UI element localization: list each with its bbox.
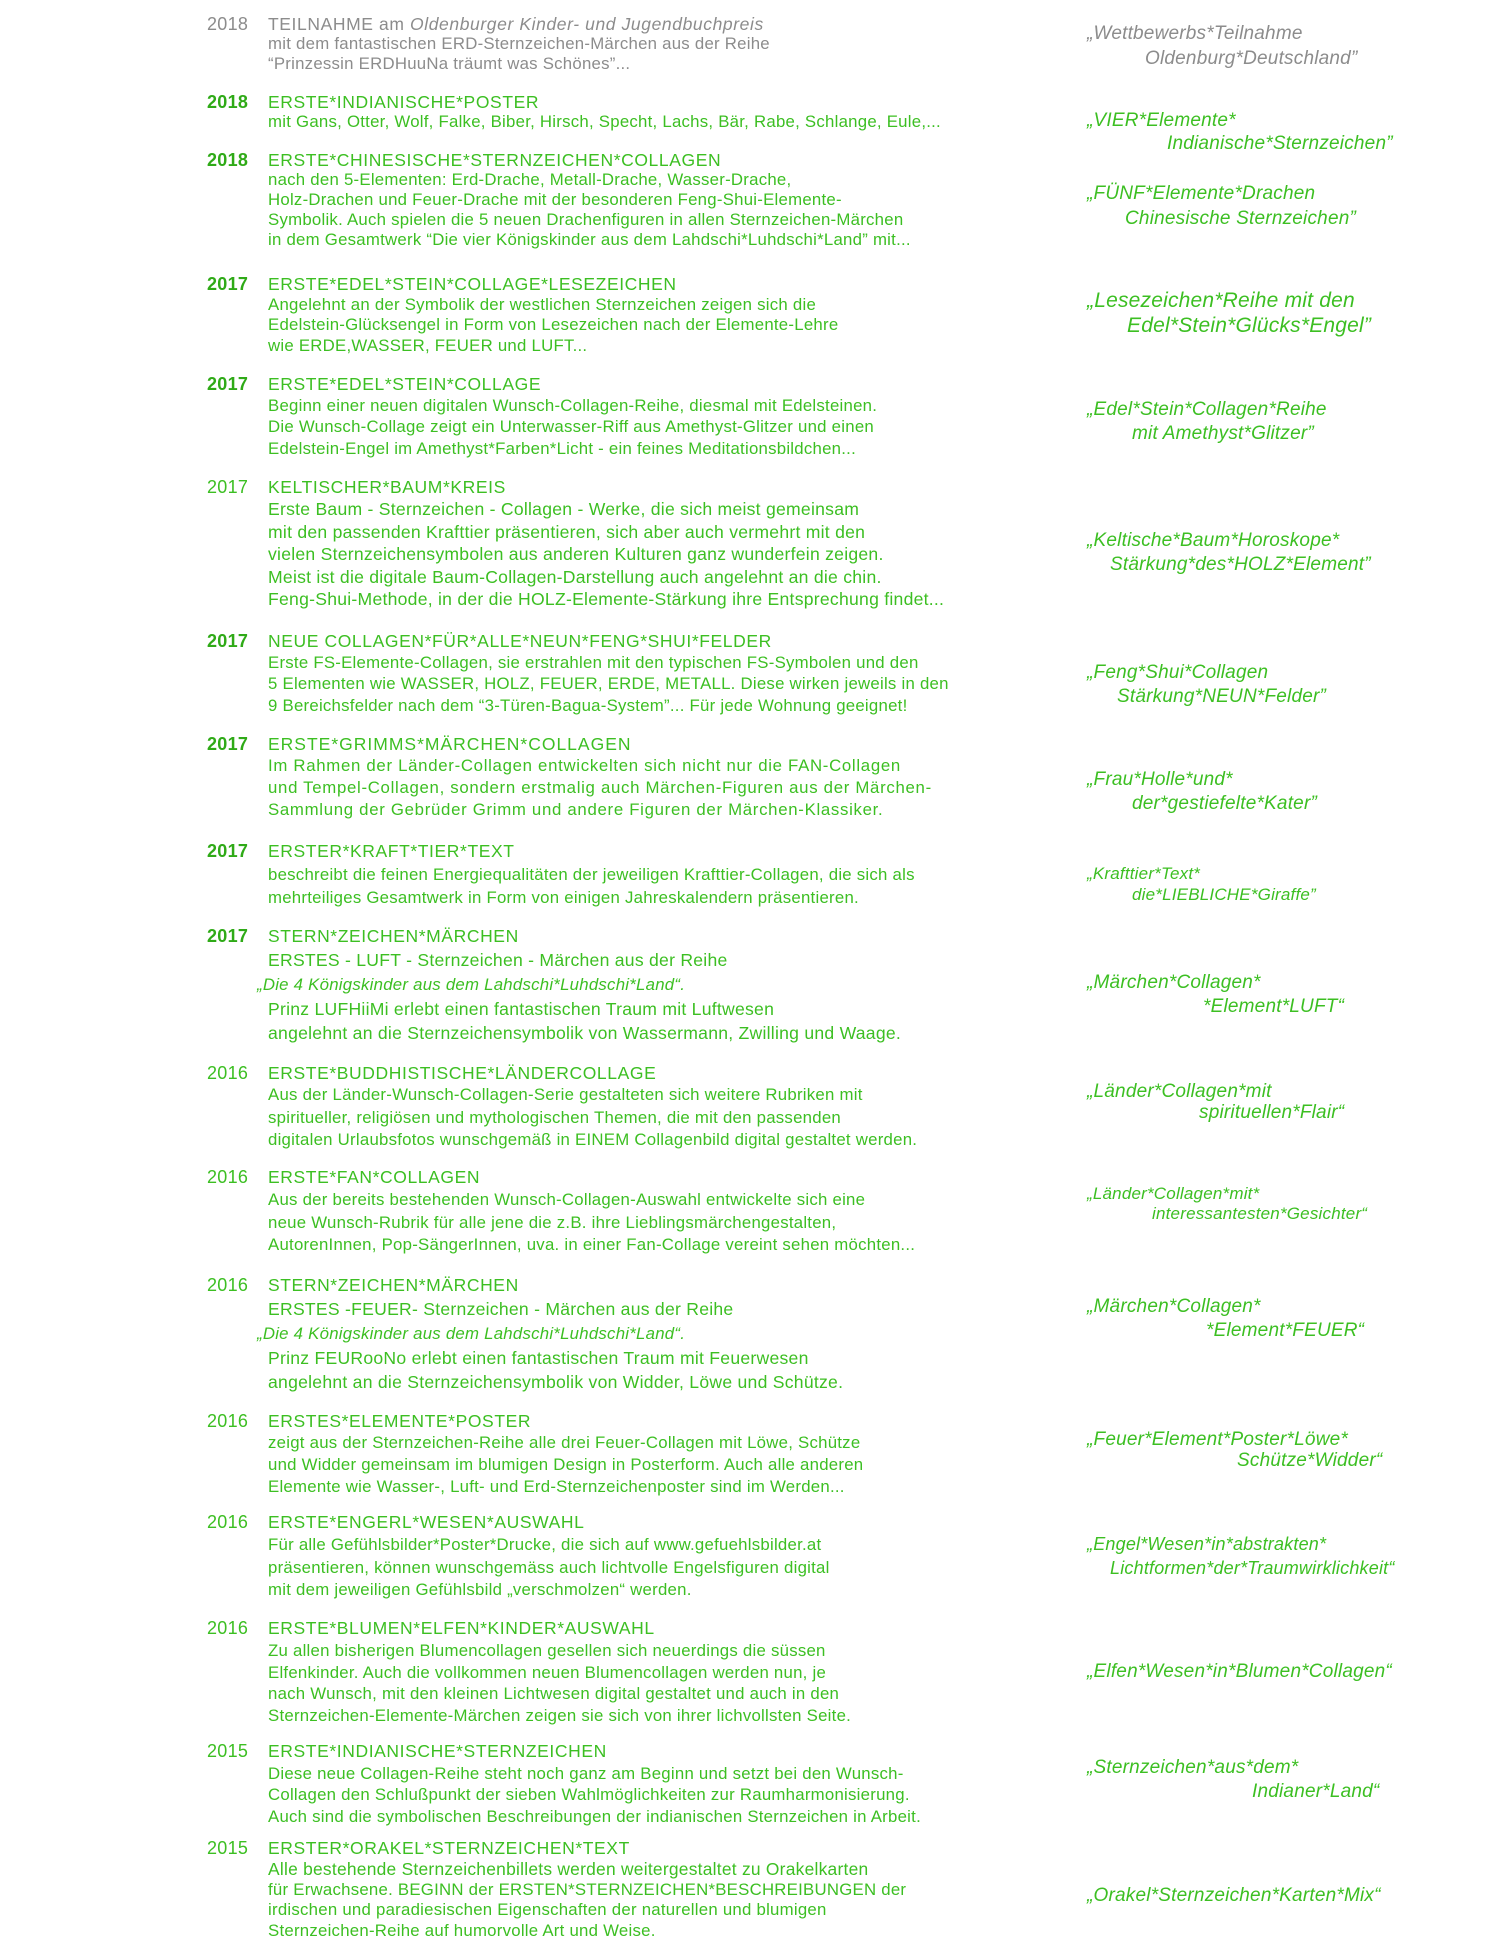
entry-year: 2016: [207, 1063, 249, 1083]
entry-year: 2016: [207, 1275, 249, 1295]
entry-quote: [1087, 1081, 1344, 1123]
entry-text-line: präsentieren, können wunschgemäss auch lichtvolle Engelsfiguren digital: [268, 1557, 830, 1577]
entry-quote-line: Lichtformen*der*Traumwirklichkeit“: [1110, 1558, 1395, 1578]
entry-text-line: nach den 5-Elementen: Erd-Drache, Metall-Drache, Wasser-Drache,: [268, 170, 792, 189]
entry-quote-line: „Keltische*Baum*Horoskope*: [1087, 530, 1340, 551]
entry-quote-line: „Feuer*Element*Poster*Löwe*: [1087, 1429, 1348, 1450]
entry-text-line: Meist ist die digitale Baum-Collagen-Darstellung auch angelehnt an die chin.: [268, 566, 882, 587]
entry-title: ERSTE*BLUMEN*ELFEN*KINDER*AUSWAHL: [268, 1618, 655, 1638]
entry-text-line: Aus der bereits bestehenden Wunsch-Collagen-Auswahl entwickelte sich eine: [268, 1189, 866, 1209]
entry-quote-line: der*gestiefelte*Kater”: [1132, 793, 1318, 814]
entry-year: 2015: [207, 1741, 249, 1761]
entry-title: ERSTE*GRIMMS*MÄRCHEN*COLLAGEN: [268, 734, 632, 754]
entry-quote-line: interessantesten*Gesichter“: [1152, 1204, 1368, 1223]
entry-title: KELTISCHER*BAUM*KREIS: [268, 477, 506, 497]
entry-text-line: Beginn einer neuen digitalen Wunsch-Collagen-Reihe, diesmal mit Edelsteinen.: [268, 396, 878, 416]
entry-year: 2017: [207, 841, 249, 861]
entry-title: ERSTE*INDIANISCHE*STERNZEICHEN: [268, 1741, 607, 1761]
entry-year: 2017: [207, 274, 249, 294]
entry-quote-line: „Elfen*Wesen*in*Blumen*Collagen“: [1087, 1661, 1392, 1682]
entry-quote-line: „Sternzeichen*aus*dem*: [1087, 1757, 1299, 1778]
entry-title-award: Oldenburger Kinder- und Jugendbuchpreis: [410, 14, 764, 34]
entry-title: ERSTE*CHINESISCHE*STERNZEICHEN*COLLAGEN: [268, 150, 722, 170]
entry-quote: [1087, 1532, 1395, 1580]
entry-title: ERSTE*EDEL*STEIN*COLLAGE*LESEZEICHEN: [268, 274, 677, 294]
entry-title: [268, 14, 1080, 34]
entry-text-line: Feng-Shui-Methode, in der die HOLZ-Elemente-Stärkung ihre Entsprechung findet...: [268, 589, 945, 610]
entry-text-line: Angelehnt an der Symbolik der westlichen Sternzeichen zeigen sich die: [268, 294, 817, 314]
entry-text-line: Zu allen bisherigen Blumencollagen gesellen sich neuerdings die süssen: [268, 1640, 826, 1660]
entry-year: 2016: [207, 1618, 249, 1638]
entry-text-line: Sammlung der Gebrüder Grimm und andere Figuren der Märchen-Klassiker.: [268, 800, 884, 819]
entry-text-line: Edelstein-Engel im Amethyst*Farben*Licht - ein feines Meditationsbildchen...: [268, 438, 856, 458]
entry-title: STERN*ZEICHEN*MÄRCHEN: [268, 926, 519, 946]
entry-text-line: spiritueller, religiösen und mythologischen Themen, die mit den passenden: [268, 1107, 841, 1127]
entry-year: 2017: [207, 926, 249, 946]
entry-year: 2016: [207, 1167, 249, 1187]
entry-quote-line: „Länder*Collagen*mit*: [1087, 1184, 1260, 1203]
entry-text-line: mit Gans, Otter, Wolf, Falke, Biber, Hirsch, Specht, Lachs, Bär, Rabe, Schlange, Eule,...: [268, 112, 941, 131]
entry-text-line: Elfenkinder. Auch die vollkommen neuen Blumencollagen werden nun, je: [268, 1662, 827, 1682]
entry-quote-line: „Edel*Stein*Collagen*Reihe: [1087, 399, 1327, 420]
entry-quote: [1087, 109, 1393, 155]
entry-text-line: beschreibt die feinen Energiequalitäten der jeweiligen Krafttier-Collagen, die sich als: [268, 865, 915, 884]
entry-year: 2016: [207, 1512, 249, 1532]
entry-quote-line: „Märchen*Collagen*: [1087, 1296, 1261, 1317]
timeline-entry: [0, 1062, 1080, 1152]
entry-quote: [1087, 971, 1344, 1019]
entry-text-line: Erste Baum - Sternzeichen - Collagen - Werke, die sich meist gemeinsam: [268, 499, 860, 520]
entry-text-line: Sternzeichen-Elemente-Märchen zeigen sie sich von ihrer lichvollsten Seite.: [268, 1706, 852, 1726]
entry-quote: [1087, 863, 1316, 905]
entry-text-line: AutorenInnen, Pop-SängerInnen, uva. in einer Fan-Collage vereint sehen möchten...: [268, 1235, 916, 1255]
entry-text-line: Prinz LUFHiiMi erlebt einen fantastischen Traum mit Luftwesen: [268, 998, 775, 1019]
entry-text-line: Edelstein-Glücksengel in Form von Lesezeichen nach der Elemente-Lehre: [268, 315, 839, 334]
entry-quote-line: Indianische*Sternzeichen”: [1167, 133, 1393, 154]
entry-year: 2015: [207, 1838, 249, 1858]
entry-quote-line: Chinesische Sternzeichen”: [1125, 208, 1357, 229]
entry-text-line: „Die 4 Königskinder aus dem Lahdschi*Luhdschi*Land“.: [257, 974, 686, 994]
entry-text-line: Symbolik. Auch spielen die 5 neuen Drachenfiguren in allen Sternzeichen-Märchen: [268, 210, 904, 229]
entry-text-line: Auch sind die symbolischen Beschreibungen der indianischen Sternzeichen in Arbeit.: [268, 1806, 921, 1826]
entry-text-line: 5 Elementen wie WASSER, HOLZ, FEUER, ERDE, METALL. Diese wirken jeweils in den: [268, 674, 949, 694]
entry-quote-line: „Märchen*Collagen*: [1087, 972, 1261, 993]
entry-quote-line: Stärkung*des*HOLZ*Element”: [1110, 554, 1371, 575]
entry-text-line: Alle bestehende Sternzeichenbillets werden weitergestaltet zu Orakelkarten: [268, 1858, 869, 1879]
timeline-entry: [0, 274, 1080, 356]
entry-quote-line: *Element*FEUER“: [1206, 1320, 1365, 1341]
entry-text-line: wie ERDE,WASSER, FEUER und LUFT...: [268, 335, 588, 355]
entry-title: ERSTER*KRAFT*TIER*TEXT: [268, 841, 515, 861]
timeline-entry: [0, 476, 1080, 610]
entry-text-line: “Prinzessin ERDHuuNa träumt was Schönes”...: [268, 54, 631, 73]
entry-quote-line: Schütze*Widder“: [1237, 1450, 1383, 1471]
entry-text-line: 9 Bereichsfelder nach dem “3-Türen-Bagua-System”... Für jede Wohnung geeignet!: [268, 695, 908, 715]
entry-text-line: für Erwachsene. BEGINN der ERSTEN*STERNZEICHEN*BESCHREIBUNGEN der: [268, 1879, 907, 1899]
entry-year: 2017: [207, 374, 249, 394]
entry-year: 2018: [207, 14, 249, 34]
entry-title: ERSTE*EDEL*STEIN*COLLAGE: [268, 374, 542, 394]
entry-title: STERN*ZEICHEN*MÄRCHEN: [268, 1275, 519, 1295]
entry-quote: [1087, 21, 1357, 71]
entry-text-line: Aus der Länder-Wunsch-Collagen-Serie gestalteten sich weitere Rubriken mit: [268, 1085, 863, 1105]
entry-text-line: und Widder gemeinsam im blumigen Design in Posterform. Auch alle anderen: [268, 1455, 864, 1474]
entry-text-line: angelehnt an die Sternzeichensymbolik von Widder, Löwe und Schütze.: [268, 1372, 844, 1393]
entry-text-line: Collagen den Schlußpunkt der sieben Wahlmöglichkeiten zur Raumharmonisierung.: [268, 1785, 910, 1805]
entry-quote-line: „Orakel*Sternzeichen*Karten*Mix“: [1087, 1885, 1381, 1906]
timeline-entry: [0, 14, 1080, 74]
entry-quote-line: „Engel*Wesen*in*abstrakten*: [1087, 1534, 1327, 1554]
entry-quote: [1087, 1184, 1367, 1224]
timeline-entry: [0, 1166, 1080, 1257]
timeline-entry: [0, 1618, 1080, 1727]
entry-quote: [1087, 529, 1371, 577]
entry-title: ERSTE*BUDDHISTISCHE*LÄNDERCOLLAGE: [268, 1063, 657, 1083]
timeline-entry: [0, 92, 1080, 132]
entry-quote: [1087, 1756, 1379, 1804]
entry-quote-line: „Krafttier*Text*: [1087, 864, 1201, 883]
entry-text-line: Holz-Drachen und Feuer-Drache mit der besonderen Feng-Shui-Elemente-: [268, 190, 842, 209]
entry-year: 2017: [207, 631, 249, 651]
entry-quote: [1087, 1884, 1381, 1908]
entry-text-line: in dem Gesamtwerk “Die vier Königskinder aus dem Lahdschi*Luhdschi*Land” mit...: [268, 230, 911, 249]
entry-quote: [1087, 288, 1371, 338]
entry-quote: [1087, 661, 1326, 709]
entry-text-line: nach Wunsch, mit den kleinen Lichtwesen digital gestaltet und auch in den: [268, 1684, 840, 1704]
entry-title-text: TEILNAHME am: [268, 14, 405, 34]
timeline-entry: [0, 733, 1080, 821]
entry-quote: [1087, 398, 1327, 446]
entry-text-line: mit den passenden Krafttier präsentieren, sich aber auch vermehrt mit den: [268, 521, 866, 542]
entry-quote-line: Edel*Stein*Glücks*Engel”: [1127, 314, 1372, 337]
entry-quote-line: die*LIEBLICHE*Giraffe”: [1132, 885, 1316, 904]
timeline-entry: [0, 1741, 1080, 1827]
timeline-entry: [0, 1511, 1080, 1602]
entry-text-line: ERSTES -FEUER- Sternzeichen - Märchen aus der Reihe: [268, 1299, 734, 1320]
entry-text-line: digitalen Urlaubsfotos wunschgemäß in EINEM Collagenbild digital gestaltet werden.: [268, 1130, 918, 1150]
entry-text-line: angelehnt an die Sternzeichensymbolik von Wassermann, Zwilling und Waage.: [268, 1023, 902, 1044]
entry-title: ERSTE*FAN*COLLAGEN: [268, 1167, 481, 1187]
entry-title: NEUE COLLAGEN*FÜR*ALLE*NEUN*FENG*SHUI*FELDER: [268, 631, 772, 651]
entry-quote: [1087, 1295, 1364, 1343]
entry-quote-line: Stärkung*NEUN*Felder”: [1117, 686, 1327, 707]
entry-quote: [1087, 1660, 1392, 1684]
entry-text-line: mit dem fantastischen ERD-Sternzeichen-Märchen aus der Reihe: [268, 34, 770, 53]
entry-year: 2017: [207, 477, 249, 497]
entry-quote-line: „Wettbewerbs*Teilnahme: [1087, 23, 1303, 44]
entry-quote-line: Oldenburg*Deutschland”: [1145, 48, 1358, 69]
timeline-entry: [0, 1838, 1080, 1942]
entry-quote-line: „Länder*Collagen*mit: [1087, 1081, 1272, 1102]
entry-quote-line: spirituellen*Flair“: [1199, 1102, 1345, 1123]
entry-text-line: irdischen und paradiesischen Eigenschaften der naturellen und blumigen: [268, 1900, 827, 1920]
entry-quote-line: mit Amethyst*Glitzer”: [1132, 423, 1314, 444]
entry-text-line: und Tempel-Collagen, sondern erstmalig auch Märchen-Figuren aus der Märchen-: [268, 778, 932, 797]
entry-text-line: mehrteiliges Gesamtwerk in Form von einigen Jahreskalendern präsentieren.: [268, 888, 859, 907]
entry-text-line: ERSTES - LUFT - Sternzeichen - Märchen aus der Reihe: [268, 950, 728, 971]
entry-quote: [1087, 1429, 1382, 1471]
entry-text-line: Elemente wie Wasser-, Luft- und Erd-Sternzeichenposter sind im Werden...: [268, 1477, 845, 1496]
entry-quote-line: „Frau*Holle*und*: [1087, 769, 1233, 790]
entry-quote-line: „VIER*Elemente*: [1087, 110, 1236, 131]
timeline-entry: [0, 150, 1080, 250]
entry-title: ERSTE*INDIANISCHE*POSTER: [268, 92, 540, 112]
entry-quote-line: „FÜNF*Elemente*Drachen: [1087, 183, 1316, 204]
entry-year: 2018: [207, 92, 249, 112]
entry-text-line: Erste FS-Elemente-Collagen, sie erstrahlen mit den typischen FS-Symbolen und den: [268, 653, 919, 673]
entry-text-line: Im Rahmen der Länder-Collagen entwickelten sich nicht nur die FAN-Collagen: [268, 756, 901, 775]
entry-quote: [1087, 181, 1356, 231]
entry-text-line: Sternzeichen-Reihe auf humorvolle Art und Weise.: [268, 1921, 656, 1941]
entry-quote-line: Indianer*Land“: [1252, 1781, 1380, 1802]
timeline-entry: [0, 840, 1080, 909]
entry-quote-line: „Lesezeichen*Reihe mit den: [1087, 289, 1355, 312]
entry-quote: [1087, 768, 1317, 816]
entry-year: 2017: [207, 734, 249, 754]
entry-title: ERSTER*ORAKEL*STERNZEICHEN*TEXT: [268, 1838, 630, 1858]
entry-text-line: Diese neue Collagen-Reihe steht noch ganz am Beginn und setzt bei den Wunsch-: [268, 1763, 904, 1783]
entry-year: 2016: [207, 1411, 249, 1431]
entry-text-line: Für alle Gefühlsbilder*Poster*Drucke, die sich auf www.gefuehlsbilder.at: [268, 1534, 822, 1554]
entry-quote-line: „Feng*Shui*Collagen: [1087, 662, 1269, 683]
timeline-entry: [0, 1273, 1080, 1394]
entry-text-line: neue Wunsch-Rubrik für alle jene die z.B. ihre Lieblingsmärchengestalten,: [268, 1212, 837, 1232]
entry-quote-line: *Element*LUFT“: [1203, 996, 1345, 1017]
entry-text-line: vielen Sternzeichensymbolen aus anderen Kulturen ganz wunderfein zeigen.: [268, 544, 884, 565]
entry-text-line: Prinz FEURooNo erlebt einen fantastischen Traum mit Feuerwesen: [268, 1347, 809, 1368]
entry-text-line: Die Wunsch-Collage zeigt ein Unterwasser-Riff aus Amethyst-Glitzer und einen: [268, 417, 874, 437]
entry-year: 2018: [207, 150, 249, 170]
entry-text-line: „Die 4 Königskinder aus dem Lahdschi*Luhdschi*Land“.: [257, 1323, 686, 1343]
entry-text-line: zeigt aus der Sternzeichen-Reihe alle drei Feuer-Collagen mit Löwe, Schütze: [268, 1433, 861, 1452]
entry-title: ERSTES*ELEMENTE*POSTER: [268, 1411, 532, 1431]
timeline-entry: [0, 631, 1080, 716]
timeline-entry: [0, 374, 1080, 459]
entry-text-line: mit dem jeweiligen Gefühlsbild „verschmolzen“ werden.: [268, 1580, 692, 1600]
timeline-entry: [0, 924, 1080, 1045]
timeline-entry: [0, 1410, 1080, 1498]
entry-title: ERSTE*ENGERL*WESEN*AUSWAHL: [268, 1512, 585, 1532]
